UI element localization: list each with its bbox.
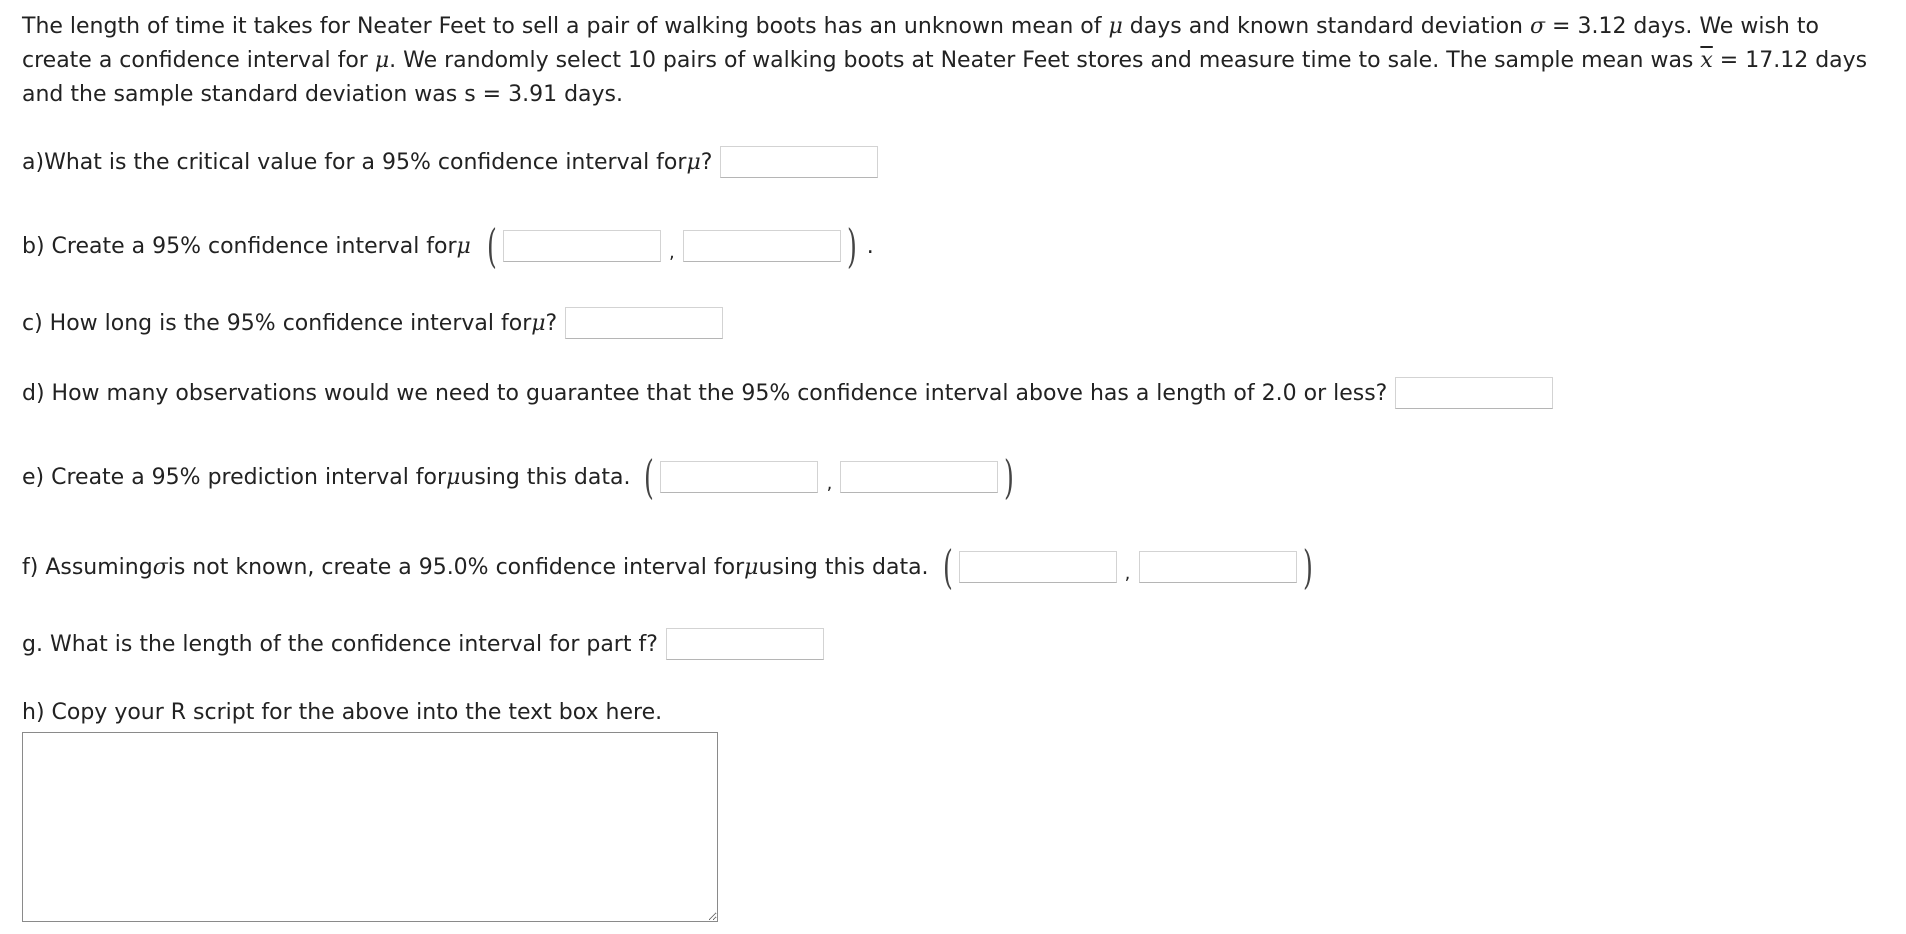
question-f-after: using this data. — [758, 554, 929, 580]
xbar-symbol: $\overline{x}$ — [1700, 48, 1713, 73]
question-g-text: g. What is the length of the confidence interval for part f? — [22, 631, 658, 657]
question-f — [22, 540, 1318, 594]
comma-separator: , — [826, 472, 833, 494]
answer-d-input[interactable] — [1395, 377, 1553, 409]
comma-separator: , — [668, 241, 675, 263]
question-d — [22, 377, 1553, 409]
question-h — [22, 700, 662, 725]
answer-a-input[interactable] — [720, 146, 878, 178]
close-paren: ) — [846, 219, 857, 273]
mu-symbol: μ — [531, 310, 546, 336]
question-c-text: c) How long is the 95% confidence interval for — [22, 310, 532, 336]
mu-symbol: μ — [686, 149, 701, 175]
period: . — [866, 233, 874, 259]
mu-symbol: μ — [1108, 14, 1123, 39]
question-c-after: ? — [545, 310, 558, 336]
question-a — [22, 146, 878, 178]
close-paren: ) — [1302, 540, 1313, 594]
problem-statement — [22, 10, 1892, 112]
question-f-mid: is not known, create a 95.0% confidence interval for — [167, 554, 745, 580]
intro-text-4: . We randomly select 10 pairs of walking boots at Neater Feet stores and measure time to sale. The sample mean was — [389, 48, 1701, 73]
answer-f-lower-input[interactable] — [959, 551, 1117, 583]
comma-separator: , — [1124, 562, 1131, 584]
open-paren: ( — [486, 219, 497, 273]
question-e — [22, 450, 1020, 504]
answer-c-input[interactable] — [565, 307, 723, 339]
question-c — [22, 307, 723, 339]
r-script-textarea[interactable] — [22, 732, 718, 922]
intro-text-5: = 17.12 days and the sample standard deviation was s = 3.91 days. — [22, 48, 1868, 107]
sigma-symbol: σ — [152, 554, 168, 580]
question-d-text: d) How many observations would we need to guarantee that the 95% confidence interval above has a length of 2.0 or less? — [22, 380, 1388, 406]
mu-symbol: μ — [744, 554, 759, 580]
close-paren: ) — [1004, 450, 1015, 504]
answer-e-lower-input[interactable] — [660, 461, 818, 493]
question-e-text: e) Create a 95% prediction interval for — [22, 464, 447, 490]
sigma-symbol: σ — [1530, 14, 1546, 39]
mu-symbol: μ — [456, 233, 471, 259]
intro-text-1: The length of time it takes for Neater Feet to sell a pair of walking boots has an unknown mean of — [22, 14, 1109, 39]
intro-text-2: days and known standard deviation — [1122, 14, 1530, 39]
question-h-text: h) Copy your R script for the above into the text box here. — [22, 700, 663, 725]
answer-b-upper-input[interactable] — [683, 230, 841, 262]
intro-text-3: = 3.12 days. We wish to create a confidence interval for — [22, 14, 1819, 73]
answer-f-upper-input[interactable] — [1139, 551, 1297, 583]
answer-g-input[interactable] — [666, 628, 824, 660]
question-a-text: a)What is the critical value for a 95% confidence interval for — [22, 149, 687, 175]
mu-symbol: μ — [446, 464, 461, 490]
open-paren: ( — [942, 540, 953, 594]
question-b-text: b) Create a 95% confidence interval for — [22, 233, 457, 259]
question-e-after: using this data. — [460, 464, 631, 490]
answer-e-upper-input[interactable] — [840, 461, 998, 493]
question-a-after: ? — [700, 149, 713, 175]
answer-b-lower-input[interactable] — [503, 230, 661, 262]
question-g — [22, 628, 824, 660]
question-f-text: f) Assuming — [22, 554, 153, 580]
open-paren: ( — [644, 450, 655, 504]
question-b — [22, 219, 874, 273]
mu-symbol: μ — [374, 48, 390, 73]
